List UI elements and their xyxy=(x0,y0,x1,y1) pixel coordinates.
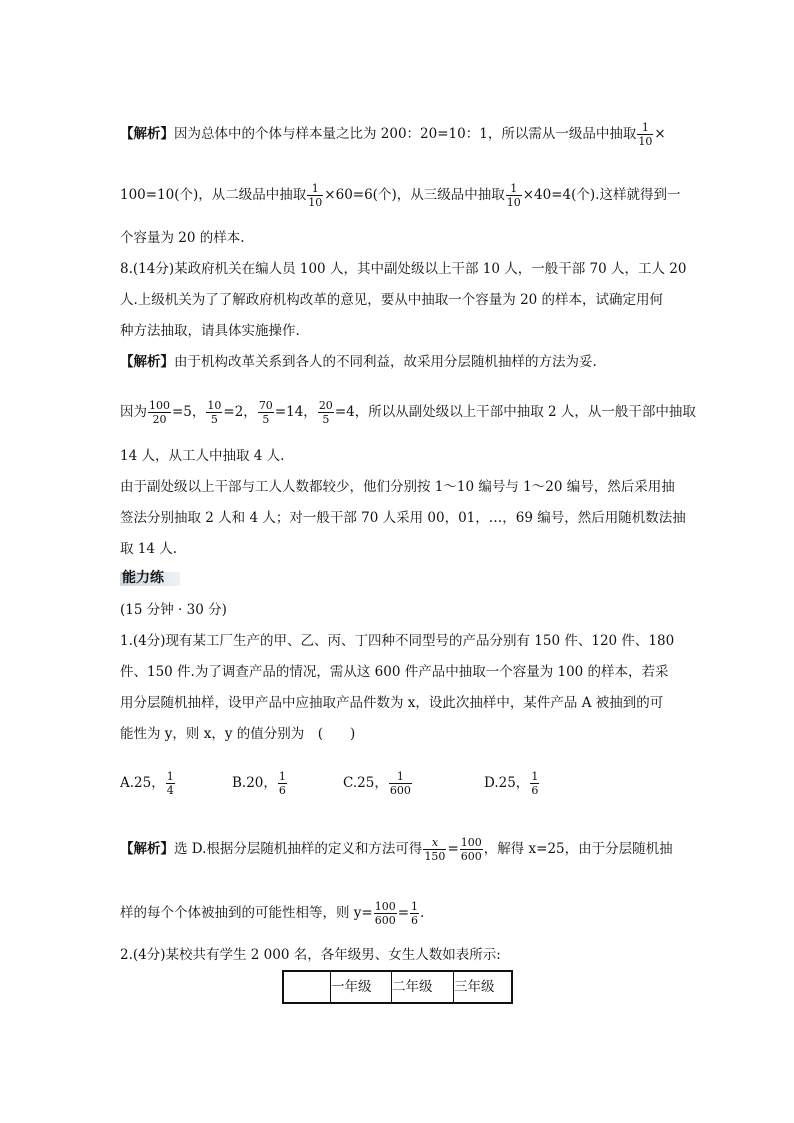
answer-8-line-6: 取 14 人. xyxy=(120,541,178,557)
question-1-line-2: 件、150 件.为了调查产品的情况，需从这 600 件产品中抽取一个容量为 100 的样本，若采 xyxy=(120,664,669,680)
analysis-tag: 【解析】 xyxy=(120,841,174,857)
answer-8-line-5: 签法分别抽取 2 人和 4 人；对一般干部 70 人采用 00，01，…，69 编号，然后用随机数法抽 xyxy=(120,510,686,526)
option-c: C.25， $\frac{1}{600}$ xyxy=(343,770,411,797)
option-b: B.20， $\frac{1}{6}$ xyxy=(232,770,286,797)
section-header xyxy=(120,568,182,588)
answer-8-line-2: 因为 $\frac{100}{20}$ =5， $\frac{10}{5}$ =2， $\frac{70}{5}$ =14， $\frac{20}{5}$ =4，所以从副处级以上干部中抽取 2 人，从一般干部中抽取 xyxy=(120,399,696,426)
question-2-line-1: 2.(4分)某校共有学生 2 000 名，各年级男、女生人数如表所示: xyxy=(120,947,501,963)
question-8-line-1: 8.(14分)某政府机关在编人员 100 人，其中副处级以上干部 10 人，一般干部 70 人，工人 20 xyxy=(120,261,687,277)
question-1-line-1: 1.(4分)现有某工厂生产的甲、乙、丙、丁四种不同型号的产品分别有 150 件、120 件、180 xyxy=(120,633,675,649)
fraction: $\frac{1}{10}$ xyxy=(638,121,653,148)
table-header-cell: 三年级 xyxy=(454,971,513,1003)
fraction: $\frac{100}{20}$ xyxy=(149,399,170,426)
section-time: (15 分钟 · 30 分) xyxy=(120,602,227,618)
fraction: $\frac{1}{10}$ xyxy=(506,182,521,209)
table-header-cell: 一年级 xyxy=(331,971,392,1003)
fraction: $\frac{x}{150}$ xyxy=(424,836,446,863)
fraction: $\frac{1}{6}$ xyxy=(278,770,286,797)
grade-table xyxy=(282,970,513,1004)
analysis-line-3: 个容量为 20 的样本. xyxy=(120,230,245,246)
fraction: $\frac{1}{600}$ xyxy=(389,770,411,797)
section-title: 能力练 xyxy=(122,570,164,586)
fraction: $\frac{1}{6}$ xyxy=(531,770,539,797)
fraction: $\frac{70}{5}$ xyxy=(258,399,273,426)
analysis-line-2: 100=10(个)，从二级品中抽取 $\frac{1}{10}$ ×60=6(个)，从三级品中抽取 $\frac{1}{10}$ ×40=4(个).这样就得到一 xyxy=(120,182,681,209)
question-8-line-2: 人.上级机关为了了解政府机构改革的意见，要从中抽取一个容量为 20 的样本，试确定用何 xyxy=(120,292,664,308)
question-8-line-3: 种方法抽取，请具体实施操作. xyxy=(120,323,300,339)
answer-1-line-2: 样的每个个体被抽到的可能性相等，则 y= $\frac{100}{600}$ = $\frac{1}{6}$ . xyxy=(120,900,425,927)
analysis-tag: 【解析】 xyxy=(120,126,174,142)
fraction: $\frac{100}{600}$ xyxy=(374,900,396,927)
fraction: $\frac{1}{10}$ xyxy=(308,182,323,209)
table-row xyxy=(283,971,512,1003)
option-a: A.25， $\frac{1}{4}$ xyxy=(120,770,174,797)
analysis-line-1: 【解析】因为总体中的个体与样本量之比为 200：20=10：1，所以需从一级品中抽取 $\frac{1}{10}$ × xyxy=(120,121,666,148)
answer-8-line-1: 【解析】由于机构改革关系到各人的不同利益，故采用分层随机抽样的方法为妥. xyxy=(120,354,597,370)
question-1-line-4: 能性为 y，则 x，y 的值分别为 ( ) xyxy=(120,726,356,742)
fraction: $\frac{1}{4}$ xyxy=(166,770,174,797)
option-d: D.25， $\frac{1}{6}$ xyxy=(484,770,539,797)
answer-8-line-4: 由于副处级以上干部与工人人数都较少，他们分别按 1～10 编号与 1～20 编号，然后采用抽 xyxy=(120,479,675,495)
table-header-cell: 二年级 xyxy=(392,971,454,1003)
fraction: $\frac{10}{5}$ xyxy=(207,399,222,426)
table-header-cell xyxy=(283,971,331,1003)
answer-8-line-3: 14 人，从工人中抽取 4 人. xyxy=(120,448,285,464)
answer-1-line-1: 【解析】选 D.根据分层随机抽样的定义和方法可得 $\frac{x}{150}$ = $\frac{100}{600}$ ，解得 x=25，由于分层随机抽 xyxy=(120,836,673,863)
question-1-line-3: 用分层随机抽样，设甲产品中应抽取产品件数为 x，设此次抽样中，某件产品 A 被抽到的可 xyxy=(120,695,664,711)
analysis-tag: 【解析】 xyxy=(120,354,174,370)
fraction: $\frac{100}{600}$ xyxy=(460,836,482,863)
fraction: $\frac{1}{6}$ xyxy=(411,900,419,927)
fraction: $\frac{20}{5}$ xyxy=(318,399,333,426)
